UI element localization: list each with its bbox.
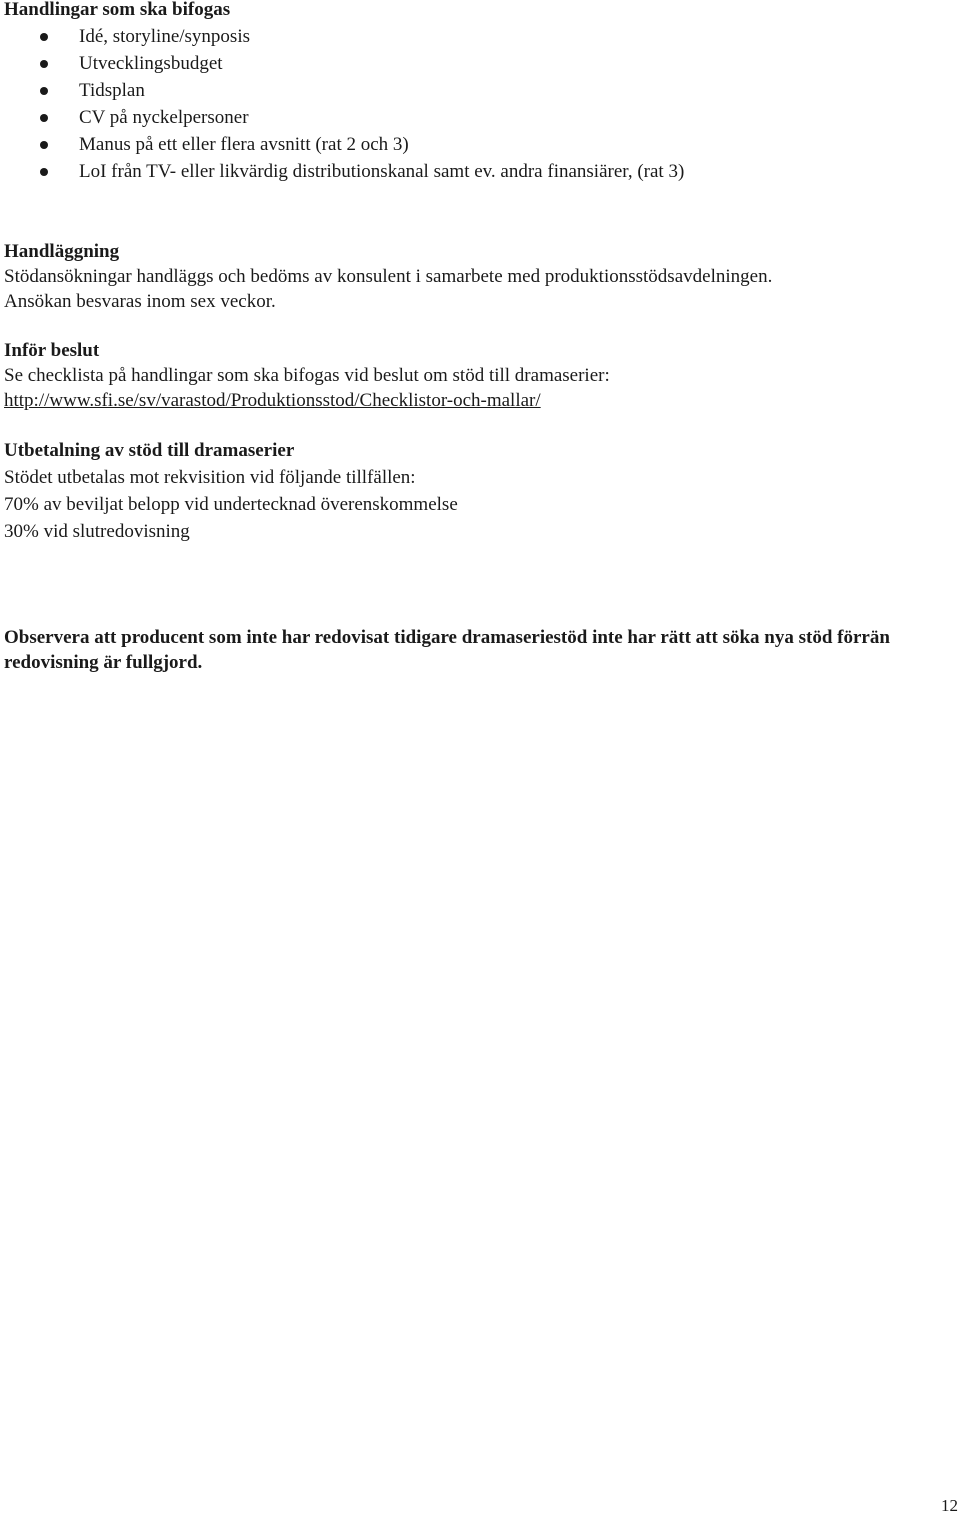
bullet-icon [40, 87, 48, 95]
list-item [4, 50, 954, 77]
list-item-text: Idé, storyline/synposis [79, 26, 250, 47]
decision-heading: Inför beslut [4, 340, 100, 361]
page-number: 12 [941, 1496, 958, 1515]
bullet-icon [40, 60, 48, 68]
bullet-icon [40, 114, 48, 122]
decision-section [4, 338, 954, 413]
list-item [4, 104, 954, 131]
spacer [4, 545, 954, 625]
checklist-link[interactable]: http://www.sfi.se/sv/varastod/Produktionsstod/Checklistor-och-mallar/ [4, 390, 541, 411]
attachments-section [4, 0, 954, 185]
notice-section [4, 625, 954, 675]
processing-line-1: Stödansökningar handläggs och bedöms av konsulent i samarbete med produktionsstödsavdelningen. [4, 266, 773, 287]
payment-line-2: 30% vid slutredovisning [4, 521, 190, 542]
processing-section [4, 239, 954, 314]
list-item [4, 23, 954, 50]
bullet-icon [40, 33, 48, 41]
payment-section [4, 437, 954, 545]
spacer [4, 185, 954, 239]
payment-line-1: 70% av beviljat belopp vid undertecknad överenskommelse [4, 494, 458, 515]
list-item-text: Utvecklingsbudget [79, 53, 223, 74]
processing-line-2: Ansökan besvaras inom sex veckor. [4, 291, 276, 312]
attachments-list [4, 23, 954, 185]
spacer [4, 413, 954, 437]
document-page [4, 0, 954, 675]
list-item [4, 77, 954, 104]
list-item-text: Tidsplan [79, 80, 145, 101]
bullet-icon [40, 141, 48, 149]
list-item-text: CV på nyckelpersoner [79, 107, 249, 128]
processing-heading: Handläggning [4, 241, 120, 262]
list-item [4, 131, 954, 158]
decision-text: Se checklista på handlingar som ska bifogas vid beslut om stöd till dramaserier: [4, 365, 610, 386]
list-item-text: Manus på ett eller flera avsnitt (rat 2 och 3) [79, 134, 409, 155]
list-item [4, 158, 954, 185]
spacer [4, 314, 954, 338]
attachments-heading: Handlingar som ska bifogas [4, 0, 231, 20]
notice-text: Observera att producent som inte har redovisat tidigare dramaseriestöd inte har rätt att söka nya stöd förrän redovisning är fullgjord. [4, 627, 890, 673]
payment-intro: Stödet utbetalas mot rekvisition vid följande tillfällen: [4, 467, 416, 488]
bullet-icon [40, 168, 48, 176]
payment-heading: Utbetalning av stöd till dramaserier [4, 440, 295, 461]
list-item-text: LoI från TV- eller likvärdig distributionskanal samt ev. andra finansiärer, (rat 3) [79, 161, 685, 182]
